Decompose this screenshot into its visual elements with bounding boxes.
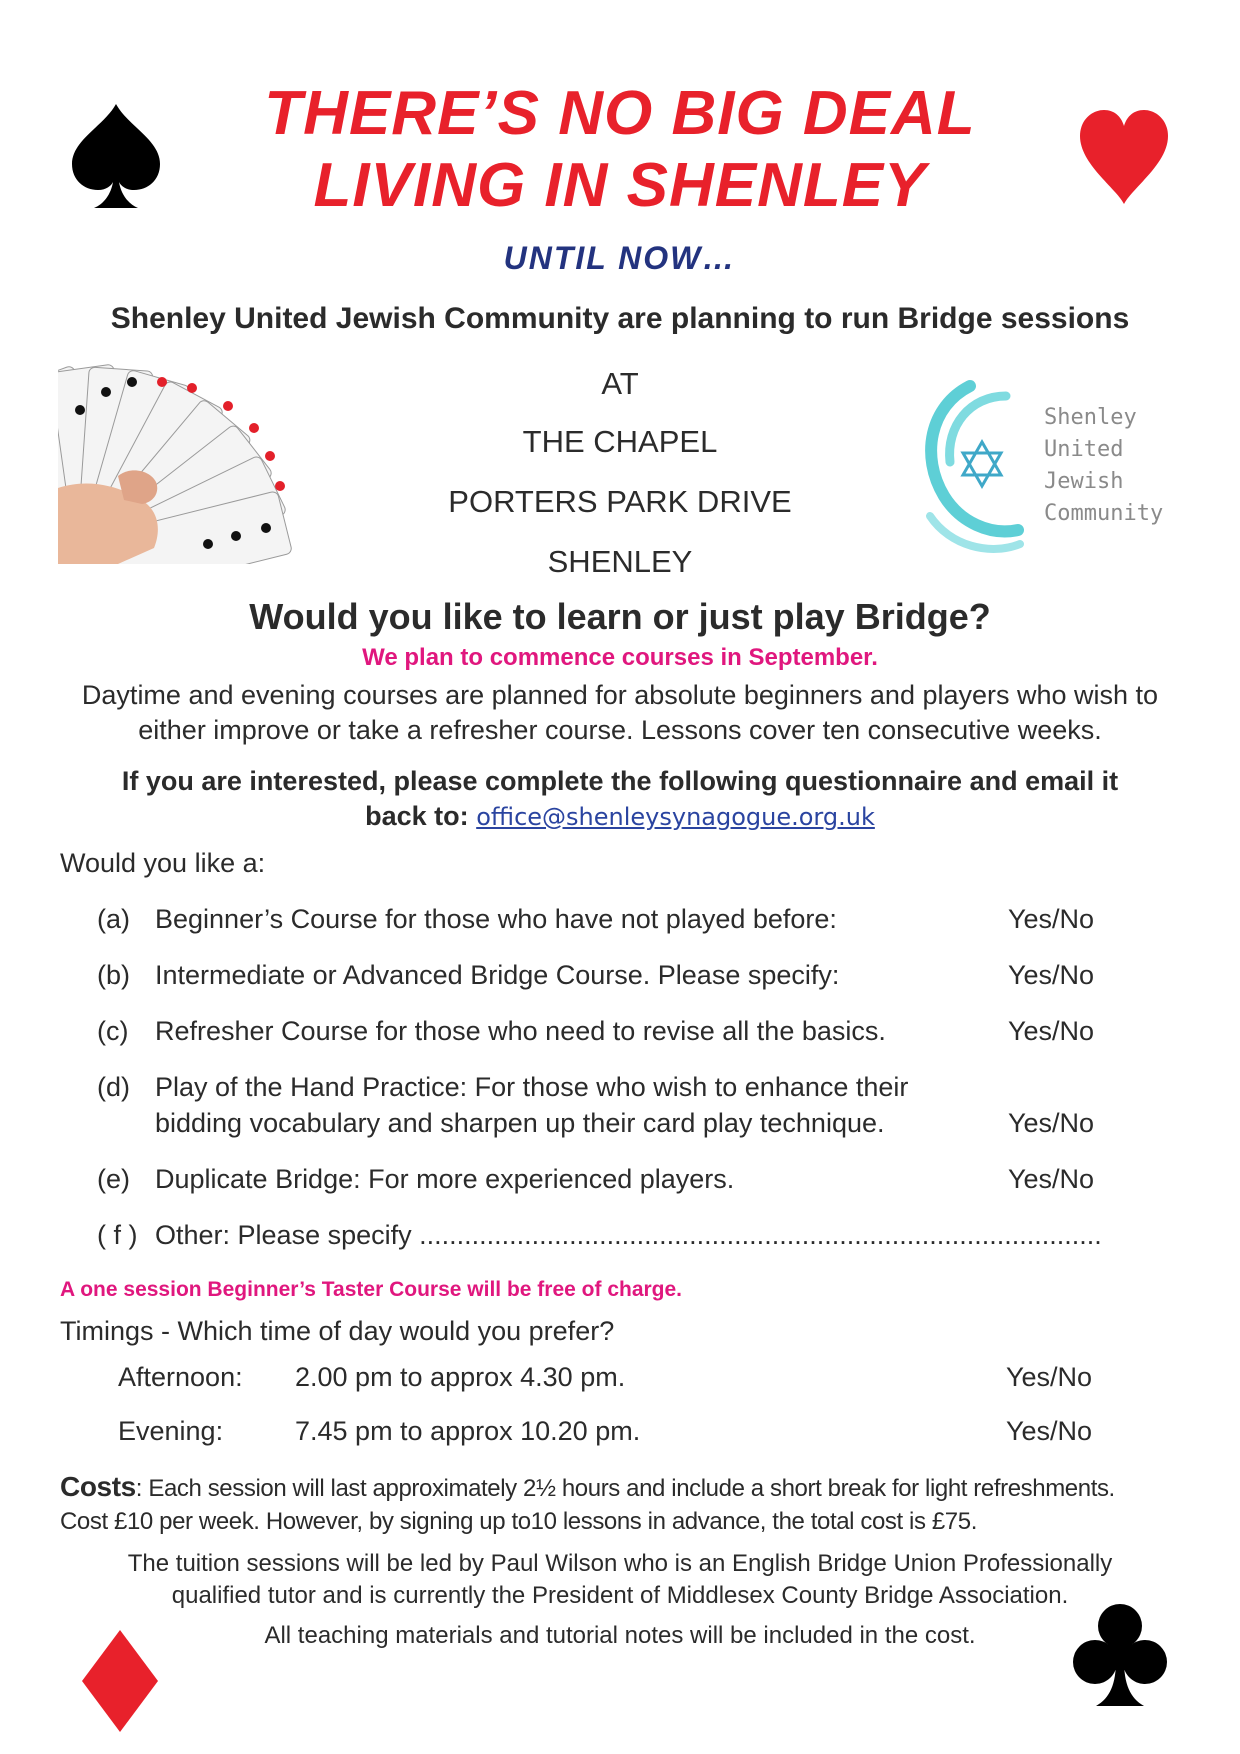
venue-street: PORTERS PARK DRIVE [448, 484, 792, 519]
question-letter: (a) [97, 904, 130, 934]
spade-icon [66, 100, 166, 212]
yes-no-answer[interactable]: Yes/No [1006, 1362, 1093, 1392]
question-text: Play of the Hand Practice: For those who wish to enhance their [155, 1072, 909, 1102]
timing-range: 2.00 pm to approx 4.30 pm. [295, 1362, 626, 1392]
yes-no-answer[interactable]: Yes/No [1008, 960, 1095, 990]
logo-text-4: Community [1044, 501, 1164, 526]
headline-line-1: THERE’S NO BIG DEAL [264, 79, 976, 148]
description-line-2: either improve or take a refresher course. Lessons cover ten consecutive weeks. [138, 715, 1102, 745]
yes-no-answer[interactable]: Yes/No [1008, 904, 1095, 934]
question-text-continued: bidding vocabulary and sharpen up their card play technique. [155, 1108, 885, 1138]
subheadline: UNTIL NOW… [503, 240, 737, 276]
other-specify-field[interactable]: Other: Please specify ........................................................................................... [155, 1220, 1102, 1250]
question-text: Refresher Course for those who need to revise all the basics. [155, 1016, 886, 1046]
timing-label: Afternoon: [118, 1362, 243, 1392]
logo-text-3: Jewish [1044, 469, 1124, 494]
logo-text-2: United [1044, 437, 1124, 462]
interest-text [40, 764, 1200, 835]
timing-range: 7.45 pm to approx 10.20 pm. [295, 1416, 641, 1446]
tutor-line-2: qualified tutor and is currently the President of Middlesex County Bridge Association. [171, 1582, 1069, 1609]
question-letter: ( f ) [97, 1220, 138, 1250]
question-title: Would you like to learn or just play Bridge? [249, 596, 991, 637]
sujc-logo [910, 366, 1176, 562]
venue-town: SHENLEY [547, 544, 693, 579]
timings-question: Timings - Which time of day would you prefer? [60, 1316, 615, 1346]
heart-icon [1076, 108, 1172, 208]
venue-at: AT [601, 366, 639, 401]
tutor-block [40, 1548, 1200, 1612]
yes-no-answer[interactable]: Yes/No [1006, 1416, 1093, 1446]
email-link[interactable]: office@shenleysynagogue.org.uk [476, 803, 875, 831]
costs-label: Costs [60, 1471, 136, 1502]
taster-notice: A one session Beginner’s Taster Course will be free of charge. [60, 1278, 683, 1301]
interest-line-1: If you are interested, please complete the following questionnaire and email it [121, 766, 1119, 796]
headline-line-2: LIVING IN SHENLEY [313, 151, 927, 220]
logo-text-1: Shenley [1044, 405, 1137, 430]
costs-line-2: Cost £10 per week. However, by signing up to10 lessons in advance, the total cost is £75. [60, 1508, 977, 1535]
question-text: Beginner’s Course for those who have not played before: [155, 904, 837, 934]
yes-no-answer[interactable]: Yes/No [1008, 1108, 1095, 1138]
tutor-line-1: The tuition sessions will be led by Paul Wilson who is an English Bridge Union Professionally [127, 1550, 1113, 1577]
diamond-icon [80, 1628, 160, 1734]
question-letter: (e) [97, 1164, 130, 1194]
headline [230, 78, 1010, 222]
description-line-1: Daytime and evening courses are planned for absolute beginners and players who wish to [81, 680, 1159, 710]
club-icon [1070, 1600, 1170, 1710]
timing-label: Evening: [118, 1416, 224, 1446]
would-you-like-label: Would you like a: [60, 848, 266, 878]
cards-fan-photo [58, 358, 330, 564]
logo-swirl-star-icon [910, 366, 1040, 562]
question-row [0, 1072, 1240, 1152]
intro-text: Shenley United Jewish Community are planning to run Bridge sessions [110, 302, 1130, 335]
description [40, 678, 1200, 748]
question-text: Intermediate or Advanced Bridge Course. Please specify: [155, 960, 840, 990]
question-letter: (d) [97, 1072, 130, 1102]
yes-no-answer[interactable]: Yes/No [1008, 1016, 1095, 1046]
costs-line-1: : Each session will last approximately 2½ hours and include a short break for light refreshments. [135, 1475, 1115, 1502]
materials-note: All teaching materials and tutorial notes will be included in the cost. [264, 1622, 976, 1649]
question-text: Duplicate Bridge: For more experienced players. [155, 1164, 735, 1194]
question-letter: (c) [97, 1016, 129, 1046]
venue-chapel: THE CHAPEL [522, 424, 718, 459]
yes-no-answer[interactable]: Yes/No [1008, 1164, 1095, 1194]
back-to-label: back to: [365, 801, 469, 831]
costs-block [60, 1470, 1200, 1538]
plan-notice: We plan to commence courses in September. [362, 644, 878, 671]
question-letter: (b) [97, 960, 130, 990]
